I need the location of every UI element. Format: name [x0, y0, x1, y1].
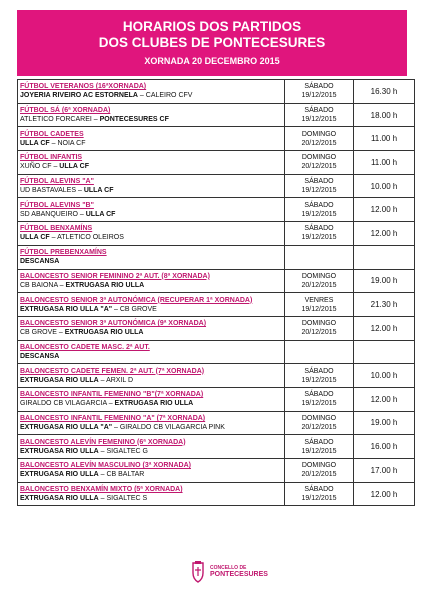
- title-line-1: HORARIOS DOS PARTIDOS: [122, 19, 302, 34]
- table-row: [18, 198, 415, 222]
- day-label: SÁBADO: [304, 225, 334, 233]
- competition-label: FÚTBOL ALEVINS "A": [20, 178, 94, 186]
- match-cell: [18, 127, 285, 151]
- time-cell: 10.00 h: [354, 364, 415, 388]
- home-or-local-team: EXTRUGASA RIO ULLA: [20, 447, 99, 455]
- match-cell: [18, 222, 285, 246]
- date-cell: [285, 482, 354, 506]
- date-cell: [285, 435, 354, 459]
- teams-label: [20, 376, 282, 385]
- opponent-team: – CB BALTAR: [98, 471, 145, 479]
- teams-label: [20, 399, 282, 408]
- time-cell: [354, 340, 415, 364]
- date-label: 20/12/2015: [301, 471, 337, 479]
- table-row: [18, 293, 415, 317]
- time-cell: 18.00 h: [354, 103, 415, 127]
- match-cell: [18, 387, 285, 411]
- time-cell: 16.00 h: [354, 435, 415, 459]
- match-cell: [18, 459, 285, 483]
- match-cell: [18, 435, 285, 459]
- competition-label: FÚTBOL PREBENXAMÍNS: [20, 249, 107, 257]
- date-label: 20/12/2015: [301, 139, 337, 147]
- date-cell: [285, 174, 354, 198]
- teams-label: [20, 162, 282, 171]
- teams-label: [20, 233, 282, 242]
- date-cell: [285, 293, 354, 317]
- competition-label: FÚTBOL SÁ (6ª XORNADA): [20, 107, 111, 115]
- teams-label: [20, 115, 282, 124]
- opponent-team: – CB GROVE: [112, 305, 157, 313]
- teams-label: [20, 305, 282, 314]
- home-or-local-team: ULLA CF: [20, 234, 50, 242]
- teams-label: [20, 91, 282, 100]
- time-cell: 16.30 h: [354, 80, 415, 104]
- date-label: 19/12/2015: [301, 187, 337, 195]
- time-cell: 12.00 h: [354, 198, 415, 222]
- teams-label: [20, 470, 282, 479]
- table-row: [18, 127, 415, 151]
- opponent-team: GIRALDO CB VILAGARCIA –: [20, 400, 115, 408]
- date-cell: [285, 151, 354, 175]
- date-label: 19/12/2015: [301, 305, 337, 313]
- home-or-local-team: EXTRUGASA RIO ULLA: [20, 495, 99, 503]
- date-label: 19/12/2015: [301, 210, 337, 218]
- match-cell: [18, 269, 285, 293]
- date-label: 19/12/2015: [301, 495, 337, 503]
- table-row: [18, 103, 415, 127]
- match-cell: [18, 151, 285, 175]
- schedule-table: [17, 79, 415, 506]
- crest-icon: [190, 561, 206, 583]
- competition-label: FÚTBOL VETERANOS (16ªXORNADA): [20, 83, 147, 91]
- date-label: 19/12/2015: [301, 116, 337, 124]
- subtitle: XORNADA 20 DECEMBRO 2015: [144, 56, 280, 66]
- home-or-local-team: EXTRUGASA RIO ULLA: [65, 281, 145, 289]
- date-cell: [285, 222, 354, 246]
- table-row: [18, 340, 415, 364]
- home-or-local-team: ULLA CF: [85, 210, 116, 218]
- table-row: [18, 482, 415, 506]
- time-cell: 17.00 h: [354, 459, 415, 483]
- day-label: DOMINGO: [301, 154, 337, 162]
- day-label: SÁBADO: [304, 178, 334, 186]
- time-cell: 19.00 h: [354, 269, 415, 293]
- home-or-local-team: EXTRUGASA RIO ULLA: [20, 376, 99, 384]
- date-cell: [285, 316, 354, 340]
- time-cell: 12.00 h: [354, 482, 415, 506]
- time-cell: [354, 245, 415, 269]
- table-row: [18, 387, 415, 411]
- opponent-team: – CALEIRO CFV: [137, 92, 193, 100]
- table-row: [18, 364, 415, 388]
- day-label: SÁBADO: [304, 486, 334, 494]
- date-label: 19/12/2015: [301, 447, 337, 455]
- competition-label: BALONCESTO ALEVÍN MASCULINO (3ª XORNADA): [20, 462, 191, 470]
- day-label: DOMINGO: [301, 320, 337, 328]
- opponent-team: CB BAIONA –: [20, 281, 66, 289]
- table-row: [18, 411, 415, 435]
- time-cell: 11.00 h: [354, 127, 415, 151]
- match-cell: [18, 174, 285, 198]
- table-row: [18, 269, 415, 293]
- match-cell: [18, 482, 285, 506]
- home-or-local-team: ULLA CF: [83, 187, 114, 195]
- home-or-local-team: DESCANSA: [20, 258, 60, 266]
- date-cell: [285, 459, 354, 483]
- date-cell: [285, 127, 354, 151]
- date-cell: [285, 364, 354, 388]
- date-cell: [285, 340, 354, 364]
- competition-label: BALONCESTO CADETE MASC. 2ª AUT.: [20, 343, 150, 351]
- teams-label: [20, 423, 282, 432]
- date-cell: [285, 269, 354, 293]
- date-label: 20/12/2015: [301, 329, 337, 337]
- table-row: [18, 174, 415, 198]
- home-or-local-team: EXTRUGASA RIO ULLA "A": [20, 423, 113, 431]
- teams-label: [20, 186, 282, 195]
- match-cell: [18, 293, 285, 317]
- time-cell: 12.00 h: [354, 316, 415, 340]
- table-row: [18, 316, 415, 340]
- competition-label: FÚTBOL INFANTIS: [20, 154, 83, 162]
- opponent-team: UD BASTAVALES –: [20, 187, 84, 195]
- home-or-local-team: ULLA CF: [20, 139, 50, 147]
- home-or-local-team: PONTECESURES CF: [99, 116, 169, 124]
- opponent-team: – ARXIL D: [98, 376, 134, 384]
- date-cell: [285, 103, 354, 127]
- home-or-local-team: EXTRUGASA RIO ULLA: [64, 329, 144, 337]
- match-cell: [18, 340, 285, 364]
- day-label: DOMINGO: [301, 130, 337, 138]
- match-cell: [18, 316, 285, 340]
- date-label: 20/12/2015: [301, 281, 337, 289]
- day-label: SÁBADO: [304, 107, 334, 115]
- date-label: 20/12/2015: [301, 163, 337, 171]
- day-label: SÁBADO: [304, 83, 334, 91]
- day-label: SÁBADO: [304, 201, 334, 209]
- time-cell: 12.00 h: [354, 222, 415, 246]
- concello-logo: [190, 561, 300, 585]
- logo-text: [210, 565, 268, 579]
- match-cell: [18, 198, 285, 222]
- opponent-team: CB GROVE –: [20, 329, 65, 337]
- opponent-team: – GIRALDO CB VILAGARCIA PINK: [112, 423, 225, 431]
- date-label: 19/12/2015: [301, 234, 337, 242]
- date-label: 19/12/2015: [301, 400, 337, 408]
- time-cell: 11.00 h: [354, 151, 415, 175]
- date-label: 19/12/2015: [301, 376, 337, 384]
- teams-label: [20, 352, 282, 361]
- opponent-team: – NOIA CF: [49, 139, 86, 147]
- competition-label: FÚTBOL BENXAMÍNS: [20, 225, 93, 233]
- table-row: [18, 222, 415, 246]
- competition-label: BALONCESTO INFANTIL FEMENINO "A" (7ª XORNADA): [20, 414, 206, 422]
- opponent-team: – ATLETICO OLEIROS: [49, 234, 124, 242]
- logo-line-2: PONTECESURES: [210, 571, 268, 578]
- competition-label: BALONCESTO SENIOR 3ª AUTONÓMICA (RECUPERAR 1ª XORNADA): [20, 296, 253, 304]
- table-row: [18, 151, 415, 175]
- opponent-team: – SIGALTEC S: [98, 495, 148, 503]
- time-cell: 10.00 h: [354, 174, 415, 198]
- date-label: 20/12/2015: [301, 423, 337, 431]
- day-label: SÁBADO: [304, 367, 334, 375]
- date-cell: [285, 245, 354, 269]
- day-label: DOMINGO: [301, 462, 337, 470]
- logo-line-1: CONCELLO DE: [210, 565, 247, 571]
- table-row: [18, 245, 415, 269]
- match-cell: [18, 411, 285, 435]
- day-label: VENRES: [304, 296, 334, 304]
- match-cell: [18, 245, 285, 269]
- teams-label: [20, 257, 282, 266]
- title-line-2: DOS CLUBES DE PONTECESURES: [98, 35, 326, 50]
- opponent-team: ATLETICO FORCAREI –: [20, 116, 100, 124]
- home-or-local-team: DESCANSA: [20, 352, 60, 360]
- competition-label: BALONCESTO INFANTIL FEMENINO "B"(7ª XORNADA): [20, 391, 204, 399]
- header-banner: [17, 10, 407, 76]
- competition-label: BALONCESTO ALEVÍN FEMENINO (6ª XORNADA): [20, 438, 186, 446]
- opponent-team: – SIGALTEC G: [98, 447, 148, 455]
- time-cell: 12.00 h: [354, 387, 415, 411]
- match-cell: [18, 364, 285, 388]
- competition-label: BALONCESTO CADETE FEMEN. 2ª AUT. (7ª XORNADA): [20, 367, 205, 375]
- opponent-team: SD ABANQUEIRO –: [20, 210, 86, 218]
- teams-label: [20, 447, 282, 456]
- teams-label: [20, 494, 282, 503]
- date-label: 19/12/2015: [301, 92, 337, 100]
- time-cell: 21.30 h: [354, 293, 415, 317]
- teams-label: [20, 139, 282, 148]
- table-row: [18, 80, 415, 104]
- date-cell: [285, 387, 354, 411]
- day-label: DOMINGO: [301, 414, 337, 422]
- competition-label: BALONCESTO SENIOR FEMININO 2ª AUT. (8ª XORNADA): [20, 272, 210, 280]
- date-cell: [285, 198, 354, 222]
- competition-label: FÚTBOL ALEVINS "B": [20, 201, 94, 209]
- opponent-team: XUÑO CF –: [20, 163, 60, 171]
- competition-label: BALONCESTO BENXAMÍN MIXTO (5ª XORNADA): [20, 486, 183, 494]
- match-cell: [18, 80, 285, 104]
- teams-label: [20, 328, 282, 337]
- table-row: [18, 459, 415, 483]
- time-cell: 19.00 h: [354, 411, 415, 435]
- teams-label: [20, 281, 282, 290]
- date-cell: [285, 80, 354, 104]
- home-or-local-team: ULLA CF: [59, 163, 89, 171]
- day-label: DOMINGO: [301, 272, 337, 280]
- day-label: SÁBADO: [304, 391, 334, 399]
- match-cell: [18, 103, 285, 127]
- competition-label: BALONCESTO SENIOR 3ª AUTONÓMICA (9ª XORNADA): [20, 320, 207, 328]
- teams-label: [20, 210, 282, 219]
- home-or-local-team: EXTRUGASA RIO ULLA "A": [20, 305, 113, 313]
- competition-label: FÚTBOL CADETES: [20, 130, 84, 138]
- home-or-local-team: JOYERIA RIVEIRO AC ESTORNELA: [20, 92, 138, 100]
- home-or-local-team: EXTRUGASA RIO ULLA: [20, 471, 99, 479]
- home-or-local-team: EXTRUGASA RIO ULLA: [114, 400, 194, 408]
- day-label: SÁBADO: [304, 438, 334, 446]
- table-row: [18, 435, 415, 459]
- date-cell: [285, 411, 354, 435]
